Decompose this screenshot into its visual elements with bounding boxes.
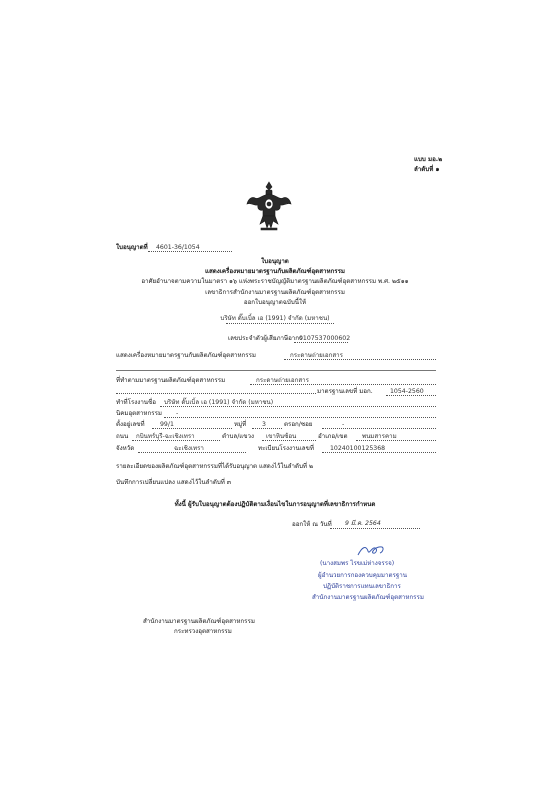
- company-name: บริษัท ดั๊บเบิ้ล เอ (1991) จำกัด (มหาชน): [220, 315, 330, 322]
- issued-date-label: ออกให้ ณ วันที่: [292, 521, 332, 528]
- factory-name: บริษัท ดั๊บเบิ้ล เอ (1991) จำกัด (มหาชน): [164, 399, 274, 406]
- issued-date: 9 มี.ค. 2564: [345, 520, 381, 527]
- soi-label: ตรอก/ซอย: [284, 421, 313, 428]
- doc-subtitle: แสดงเครื่องหมายมาตรฐานกับผลิตภัณฑ์อุตสาหกรรม: [205, 268, 345, 275]
- note-changes: บันทึกการเปลี่ยนแปลง แสดงไว้ในลำดับที่ ๓: [116, 479, 232, 486]
- moo-value: 3: [262, 421, 266, 428]
- tis-blank-line: [116, 393, 316, 394]
- district-value: พนมสารคาม: [362, 433, 397, 440]
- address-label: ตั้งอยู่เลขที่: [116, 421, 145, 428]
- separator-1: [116, 370, 436, 371]
- garuda-emblem-icon: [246, 180, 292, 232]
- doc-title: ใบอนุญาต: [261, 258, 289, 265]
- soi-line: [322, 428, 436, 429]
- footer-office: สำนักงานมาตรฐานผลิตภัณฑ์อุตสาหกรรม: [143, 618, 255, 625]
- form-code: แบบ มอ.๒: [414, 156, 443, 163]
- road-label: ถนน: [116, 433, 129, 440]
- signature-mark-icon: [356, 543, 386, 559]
- province-line: [138, 452, 246, 453]
- factory-reg-line: [322, 452, 436, 453]
- license-no-line: [148, 251, 232, 252]
- standard-value: กระดาษถ่ายเอกสาร: [256, 377, 309, 384]
- order-label: ลำดับที่ ๑: [414, 166, 440, 173]
- product-line: [284, 359, 436, 360]
- tax-id-label: เลขประจำตัวผู้เสียภาษีอากร: [228, 335, 303, 342]
- road-line: [132, 440, 220, 441]
- tis-value: 1054-2560: [390, 388, 424, 395]
- factory-name-line: [160, 406, 436, 407]
- signer-title-1: ผู้อำนวยการกองควบคุมมาตรฐาน: [318, 572, 407, 579]
- standard-line: [250, 384, 436, 385]
- subdistrict-label: ตำบล/แขวง: [222, 433, 255, 440]
- factory-reg-label: ทะเบียนโรงงานเลขที่: [258, 445, 314, 452]
- factory-reg-value: 10240100125368: [330, 445, 386, 452]
- signer-name: (นางสมพร ไรขเม่ห่างจรรจ): [320, 560, 395, 567]
- address-no-line: [152, 428, 232, 429]
- road-value: กบินทร์บุรี-ฉะเชิงเทรา: [136, 433, 195, 440]
- standard-label: ที่ทำตามมาตรฐานผลิตภัณฑ์อุตสาหกรรม: [116, 377, 226, 384]
- moo-line: [252, 428, 282, 429]
- tis-label: มาตรฐานเลขที่ มอก.: [317, 388, 373, 395]
- company-line: [226, 323, 334, 324]
- estate-label: นิคมอุตสาหกรรม: [116, 410, 162, 417]
- tis-line: [386, 395, 436, 396]
- signer-title-2: ปฏิบัติราชการแทนเลขาธิการ: [323, 583, 401, 590]
- product-label: แสดงเครื่องหมายมาตรฐานกับผลิตภัณฑ์อุตสาหกรรม: [116, 352, 256, 359]
- condition-text: ทั้งนี้ ผู้รับใบอนุญาตต้องปฏิบัติตามเงื่อนไขในการอนุญาตที่เลขาธิการกำหนด: [174, 501, 376, 508]
- estate-line: [164, 417, 436, 418]
- province-label: จังหวัด: [116, 445, 135, 452]
- soi-value: -: [342, 421, 345, 428]
- estate-value: -: [176, 410, 179, 417]
- doc-issuer: เลขาธิการสำนักงานมาตรฐานผลิตภัณฑ์อุตสาหกรรม: [205, 289, 345, 296]
- license-no-label: ใบอนุญาตที่: [116, 244, 148, 251]
- subdistrict-value: เขาหินซ้อน: [266, 433, 297, 440]
- doc-issue-to: ออกใบอนุญาตฉบับนี้ให้: [243, 299, 307, 306]
- moo-label: หมู่ที่: [234, 421, 247, 428]
- district-label: อำเภอ/เขต: [318, 433, 348, 440]
- province-value: ฉะเชิงเทรา: [174, 445, 204, 452]
- tax-id: 0107537000602: [299, 335, 351, 342]
- note-details: รายละเอียดของผลิตภัณฑ์อุตสาหกรรมที่ได้รับอนุญาต แสดงไว้ในลำดับที่ ๒: [116, 463, 314, 470]
- district-line: [356, 440, 436, 441]
- subdistrict-line: [262, 440, 316, 441]
- footer-ministry: กระทรวงอุตสาหกรรม: [174, 628, 232, 635]
- signer-title-3: สำนักงานมาตรฐานผลิตภัณฑ์อุตสาหกรรม: [312, 594, 424, 601]
- doc-authority: อาศัยอำนาจตามความในมาตรา ๑๖ แห่งพระราชบัญญัติมาตรฐานผลิตภัณฑ์อุตสาหกรรม พ.ศ. ๒๕๑๑: [141, 278, 409, 285]
- product-value: กระดาษถ่ายเอกสาร: [290, 352, 343, 359]
- tax-id-line: [294, 342, 348, 343]
- issued-date-line: [330, 528, 420, 529]
- factory-name-label: ทำที่โรงงานชื่อ: [116, 399, 156, 406]
- address-no: 99/1: [160, 421, 174, 428]
- license-no: 4601-36/1054: [156, 244, 200, 251]
